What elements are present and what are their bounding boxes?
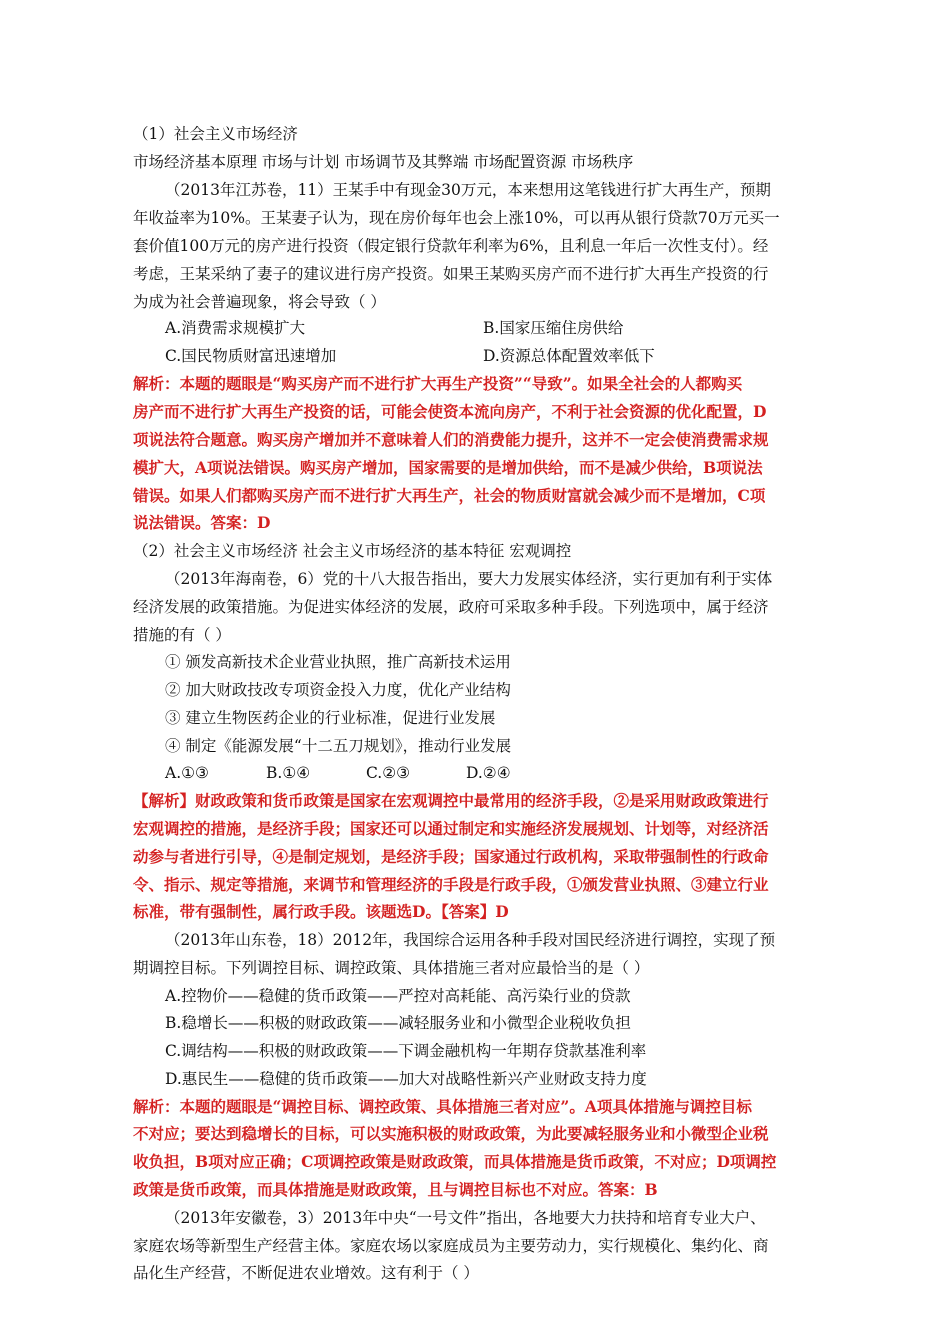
q2-item: ④ 制定《能源发展“十二五刀规划》，推动行业发展 [165,737,512,755]
q3-option-a: A.控物价——稳健的货币政策——严控对高耗能、高污染行业的贷款 [165,987,631,1005]
q3-stem-line: 期调控目标。下列调控目标、调控政策、具体措施三者对应最恰当的是（ ） [133,959,650,977]
q3-option-b: B.稳增长——积极的财政政策——减轻服务业和小微型企业税收负担 [165,1014,631,1032]
q2-analysis-text: 财政政策和货币政策是国家在宏观调控中最常用的经济手段，②是采用财政政策进行 [195,791,769,810]
q1-analysis-line: 说法错误。答案：D [133,513,271,532]
q2-analysis-last-line [133,902,833,922]
q2-analysis-line: 动参与者进行引导，④是制定规划，是经济手段；国家通过行政机构，采取带强制性的行政命 [133,847,769,866]
q3-option-d: D.惠民生——稳健的货币政策——加大对战略性新兴产业财政支持力度 [165,1070,647,1088]
q2-stem-line: 经济发展的政策措施。为促进实体经济的发展，政府可采取多种手段。下列选项中，属于经济 [133,598,769,616]
q2-answer-tag: 【答案】 [440,902,496,921]
q2-option-a: A.①③ [165,764,209,782]
q1-analysis-line: 项说法符合题意。购买房产增加并不意味着人们的消费能力提升，这并不一定会使消费需求规 [133,430,769,449]
q4-stem-line: （2013年安徽卷，3）2013年中央“一号文件”指出，各地要大力扶持和培育专业大户、 [165,1209,766,1227]
q1-analysis-line: 房产而不进行扩大再生产投资的话，可能会使资本流向房产，不利于社会资源的优化配置，D [133,402,767,421]
q1-option-b: B.国家压缩住房供给 [483,319,624,337]
q2-item: ① 颁发高新技术企业营业执照，推广高新技术运用 [165,653,511,671]
section-2-heading: （2）社会主义市场经济 社会主义市场经济的基本特征 宏观调控 [133,542,572,560]
q3-analysis-line: 收负担，B项对应正确；C项调控政策是财政政策，而具体措施是货币政策，不对应；D项调控 [133,1152,777,1171]
q2-analysis-text: 标准，带有强制性，属行政手段。该题选D。 [133,902,441,921]
q1-option-a: A.消费需求规模扩大 [165,319,306,337]
q2-option-d: D.②④ [466,764,511,782]
q2-stem-line: 措施的有（ ） [133,626,231,644]
q1-stem-line: 考虑，王某采纳了妻子的建议进行房产投资。如果王某购买房产而不进行扩大再生产投资的行 [133,265,769,283]
q3-stem-line: （2013年山东卷，18）2012年，我国综合运用各种手段对国民经济进行调控，实现了预 [165,931,776,949]
q2-analysis-line: 宏观调控的措施，是经济手段；国家还可以通过制定和实施经济发展规划、计划等，对经济活 [133,819,769,838]
q1-stem-line: 为成为社会普遍现象，将会导致（ ） [133,293,386,311]
q3-analysis-line: 不对应；要达到稳增长的目标，可以实施积极的财政政策，为此要减轻服务业和小微型企业税 [133,1124,769,1143]
q2-item: ② 加大财政技改专项资金投入力度，优化产业结构 [165,681,511,699]
q3-option-c: C.调结构——积极的财政政策——下调金融机构一年期存贷款基准利率 [165,1042,647,1060]
q4-stem-line: 家庭农场等新型生产经营主体。家庭农场以家庭成员为主要劳动力，实行规模化、集约化、商 [133,1237,769,1255]
q2-option-b: B.①④ [266,764,311,782]
q1-stem-line: （2013年江苏卷，11）王某手中有现金30万元，本来想用这笔钱进行扩大再生产，预期 [165,181,771,199]
q3-analysis-line: 政策是货币政策，而具体措施是财政政策，且与调控目标也不对应。答案：B [133,1180,658,1199]
section-1-heading: （1）社会主义市场经济 [133,125,298,143]
q1-stem-line: 年收益率为10%。王某妻子认为，现在房价每年也会上涨10%，可以再从银行贷款70万元买一 [133,209,780,227]
q2-analysis-first-line [133,791,833,811]
q2-analysis-tag: 【解析】 [133,791,196,810]
q1-analysis-line: 模扩大，A项说法错误。购买房产增加，国家需要的是增加供给，而不是减少供给，B项说法 [133,458,763,477]
q1-stem-line: 套价值100万元的房产进行投资（假定银行贷款年利率为6%，且利息一年后一次性支付）。经 [133,237,769,255]
q3-analysis-line: 解析：本题的题眼是“调控目标、调控政策、具体措施三者对应”。A项具体措施与调控目标 [133,1097,752,1116]
q1-option-c: C.国民物质财富迅速增加 [165,347,337,365]
q4-stem-line: 品化生产经营，不断促进农业增效。这有利于（ ） [133,1264,479,1282]
q1-option-d: D.资源总体配置效率低下 [483,347,655,365]
q1-analysis-line: 错误。如果人们都购买房产而不进行扩大再生产，社会的物质财富就会减少而不是增加，C项 [133,486,766,505]
q2-stem-line: （2013年海南卷，6）党的十八大报告指出，要大力发展实体经济，实行更加有利于实体 [165,570,773,588]
q2-answer: D [495,902,509,921]
q2-analysis-line: 令、指示、规定等措施，来调节和管理经济的手段是行政手段，①颁发营业执照、③建立行业 [133,875,769,894]
q2-item: ③ 建立生物医药企业的行业标准，促进行业发展 [165,709,496,727]
q2-option-c: C.②③ [366,764,411,782]
q1-analysis-line: 解析：本题的题眼是“购买房产而不进行扩大再生产投资”“导致”。如果全社会的人都购买 [133,374,743,393]
section-1-topics: 市场经济基本原理 市场与计划 市场调节及其弊端 市场配置资源 市场秩序 [133,153,634,171]
